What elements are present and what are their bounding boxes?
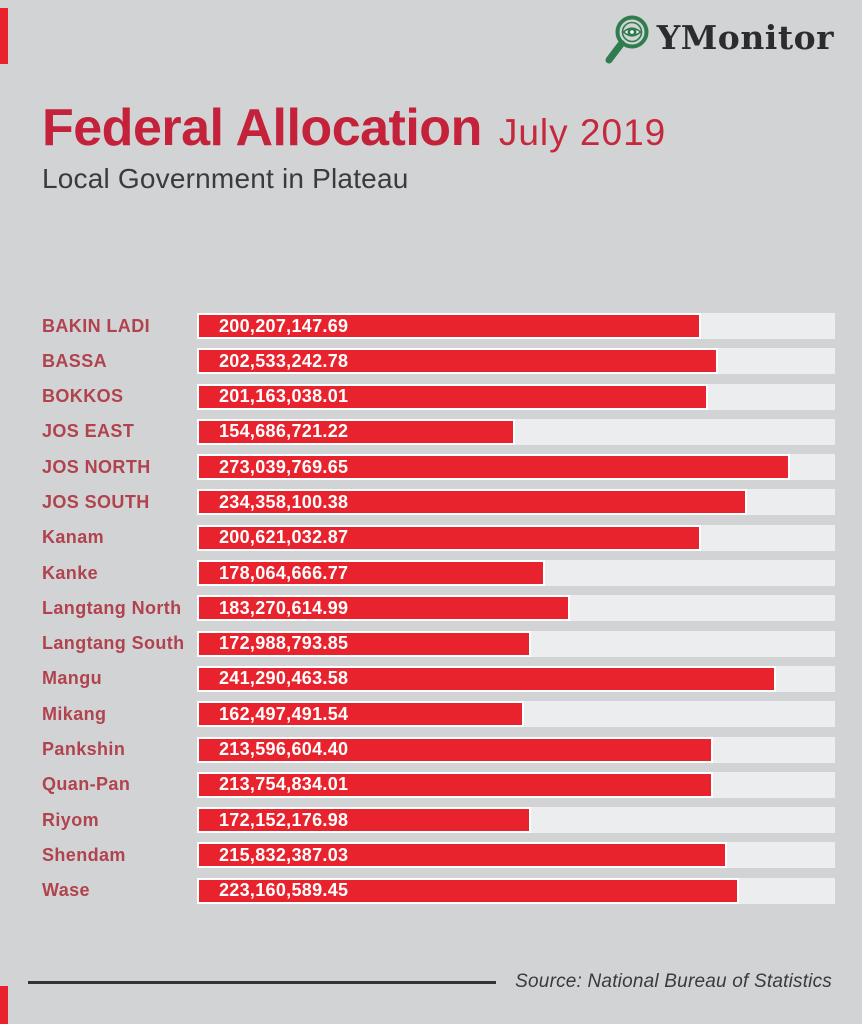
chart-row	[42, 560, 835, 586]
bar-value-label: 215,832,387.03	[219, 844, 349, 865]
chart-row	[42, 348, 835, 374]
bar-value-label: 241,290,463.58	[219, 668, 349, 689]
bar-value-label: 200,621,032.87	[219, 527, 349, 548]
bar-fill	[197, 666, 776, 692]
chart-row	[42, 595, 835, 621]
bar-fill	[197, 419, 515, 445]
bar-value-label: 178,064,666.77	[219, 562, 349, 583]
bar-fill	[197, 807, 531, 833]
bar-value-label: 202,533,242.78	[219, 350, 349, 371]
bar-fill	[197, 454, 790, 480]
bar-fill	[197, 701, 524, 727]
bar-track	[197, 807, 835, 833]
bar-fill	[197, 595, 570, 621]
bar-fill	[197, 842, 727, 868]
chart-row	[42, 878, 835, 904]
chart-row	[42, 807, 835, 833]
chart-row	[42, 772, 835, 798]
chart-row	[42, 454, 835, 480]
chart-row	[42, 701, 835, 727]
chart-row	[42, 313, 835, 339]
bar-value-label: 172,152,176.98	[219, 809, 349, 830]
lga-label: JOS SOUTH	[42, 491, 150, 512]
bar-fill	[197, 489, 747, 515]
chart-row	[42, 737, 835, 763]
lga-label: BASSA	[42, 350, 108, 371]
lga-label: Riyom	[42, 809, 100, 830]
chart-row	[42, 419, 835, 445]
lga-label: Langtang North	[42, 597, 182, 618]
bar-track	[197, 701, 835, 727]
footer-divider-line	[28, 981, 496, 984]
bar-track	[197, 595, 835, 621]
bar-track	[197, 631, 835, 657]
federal-allocation-bar-chart	[42, 313, 835, 913]
bar-track	[197, 454, 835, 480]
bar-track	[197, 560, 835, 586]
header	[42, 100, 666, 195]
bar-value-label: 183,270,614.99	[219, 597, 349, 618]
lga-label: JOS NORTH	[42, 456, 151, 477]
bar-track	[197, 525, 835, 551]
chart-row	[42, 631, 835, 657]
bar-value-label: 162,497,491.54	[219, 703, 349, 724]
chart-row	[42, 489, 835, 515]
lga-label: Kanam	[42, 527, 105, 548]
bar-fill	[197, 560, 545, 586]
bar-track	[197, 878, 835, 904]
lga-label: Langtang South	[42, 633, 185, 654]
chart-row	[42, 525, 835, 551]
bar-track	[197, 419, 835, 445]
lga-label: Wase	[42, 880, 90, 901]
magnifier-eye-icon	[603, 12, 655, 68]
bar-value-label: 200,207,147.69	[219, 315, 349, 336]
bar-value-label: 213,754,834.01	[219, 774, 349, 795]
bar-track	[197, 489, 835, 515]
bar-value-label: 154,686,721.22	[219, 421, 349, 442]
bar-fill	[197, 878, 739, 904]
bar-fill	[197, 348, 718, 374]
lga-label: Mangu	[42, 668, 102, 689]
chart-row	[42, 842, 835, 868]
bar-track	[197, 348, 835, 374]
lga-label: Shendam	[42, 844, 126, 865]
lga-label: BAKIN LADI	[42, 315, 150, 336]
lga-label: Quan-Pan	[42, 774, 131, 795]
bar-value-label: 273,039,769.65	[219, 456, 349, 477]
lga-label: Pankshin	[42, 739, 126, 760]
bar-fill	[197, 313, 701, 339]
bar-fill	[197, 631, 531, 657]
page-title: Federal Allocation	[42, 99, 482, 157]
bar-fill	[197, 525, 701, 551]
bar-fill	[197, 737, 713, 763]
title-period: July 2019	[498, 112, 667, 153]
chart-row	[42, 384, 835, 410]
lga-label: Kanke	[42, 562, 99, 583]
bar-track	[197, 384, 835, 410]
bar-value-label: 201,163,038.01	[219, 386, 349, 407]
bar-value-label: 213,596,604.40	[219, 739, 349, 760]
bar-track	[197, 772, 835, 798]
bar-track	[197, 842, 835, 868]
lga-label: BOKKOS	[42, 386, 124, 407]
lga-label: JOS EAST	[42, 421, 135, 442]
source-attribution: Source: National Bureau of Statistics	[515, 971, 832, 992]
logo-brand-text: YMonitor	[656, 17, 834, 57]
bar-fill	[197, 384, 708, 410]
bar-value-label: 172,988,793.85	[219, 633, 349, 654]
left-bottom-accent-strip	[0, 986, 8, 1024]
bar-fill	[197, 772, 713, 798]
bar-track	[197, 666, 835, 692]
chart-row	[42, 666, 835, 692]
bar-value-label: 223,160,589.45	[219, 880, 349, 901]
lga-label: Mikang	[42, 703, 107, 724]
ymonitor-logo	[603, 12, 834, 68]
bar-value-label: 234,358,100.38	[219, 491, 349, 512]
bar-track	[197, 737, 835, 763]
page-subtitle: Local Government in Plateau	[42, 163, 409, 195]
bar-track	[197, 313, 835, 339]
left-top-accent-strip	[0, 8, 8, 64]
